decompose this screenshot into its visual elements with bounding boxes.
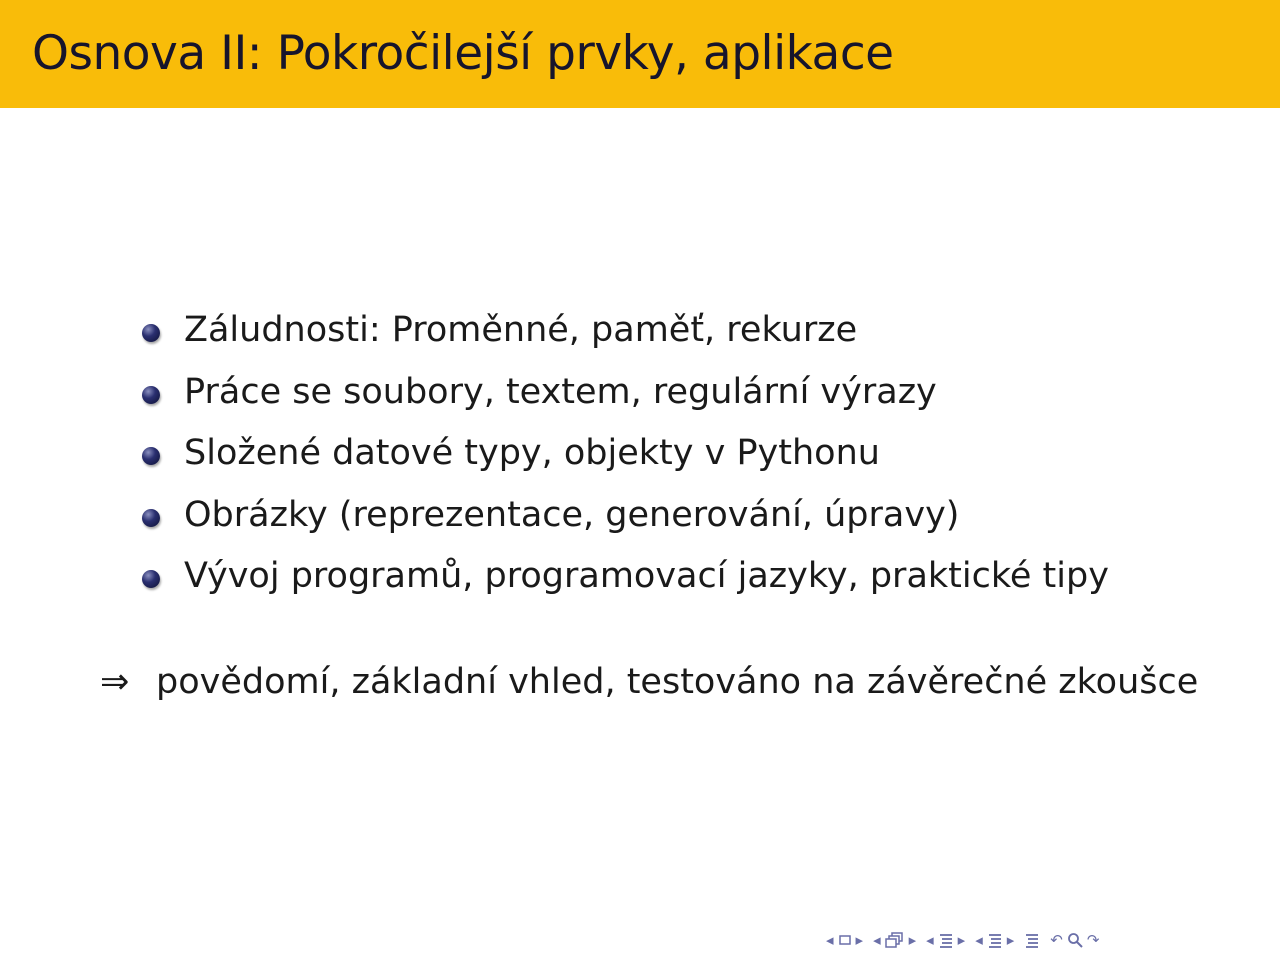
list-item <box>142 487 1109 549</box>
forward-icon[interactable]: ↷ <box>1086 931 1100 949</box>
section-icon[interactable] <box>938 932 954 948</box>
beamer-navigation <box>826 928 1099 952</box>
next-section-icon[interactable]: ▸ <box>957 931 966 949</box>
bullet-text: Vývoj programů, programovací jazyky, praktické tipy <box>184 556 1109 596</box>
bullet-icon <box>142 509 160 527</box>
bullet-text: Složené datové typy, objekty v Pythonu <box>184 433 880 473</box>
next-subsection-icon[interactable]: ▸ <box>908 931 917 949</box>
list-item <box>142 364 1109 426</box>
list-item <box>142 302 1109 364</box>
bullet-icon <box>142 324 160 342</box>
title-bar <box>0 0 1280 108</box>
slide-title: Osnova II: Pokročilejší prvky, aplikace <box>32 26 894 81</box>
bullet-text: Práce se soubory, textem, regulární výrazy <box>184 371 937 412</box>
prev-presentation-icon[interactable]: ◂ <box>975 931 983 949</box>
bullet-icon <box>142 447 160 465</box>
presentation-icon[interactable] <box>987 932 1003 948</box>
search-icon[interactable] <box>1067 932 1083 948</box>
bullet-icon <box>142 570 160 588</box>
toc-icon[interactable] <box>1024 932 1040 948</box>
bullet-icon <box>142 386 160 404</box>
bullet-text: Záludnosti: Proměnné, paměť, rekurze <box>184 310 858 350</box>
conclusion-text: povědomí, základní vhled, testováno na závěrečné zkoušce <box>156 662 1199 702</box>
next-frame-icon[interactable]: ▸ <box>855 931 864 949</box>
list-item <box>142 548 1109 610</box>
implies-arrow: ⇒ <box>100 662 130 702</box>
prev-frame-icon[interactable]: ◂ <box>826 931 834 949</box>
list-item <box>142 425 1109 487</box>
subsection-icon[interactable] <box>885 932 905 948</box>
bullet-list <box>142 302 1109 610</box>
prev-section-icon[interactable]: ◂ <box>926 931 934 949</box>
back-icon[interactable]: ↶ <box>1050 931 1063 949</box>
frame-icon[interactable] <box>838 934 852 946</box>
conclusion-line <box>100 654 1198 710</box>
bullet-text: Obrázky (reprezentace, generování, úpravy) <box>184 494 960 535</box>
prev-subsection-icon[interactable]: ◂ <box>873 931 881 949</box>
next-presentation-icon[interactable]: ▸ <box>1006 931 1015 949</box>
